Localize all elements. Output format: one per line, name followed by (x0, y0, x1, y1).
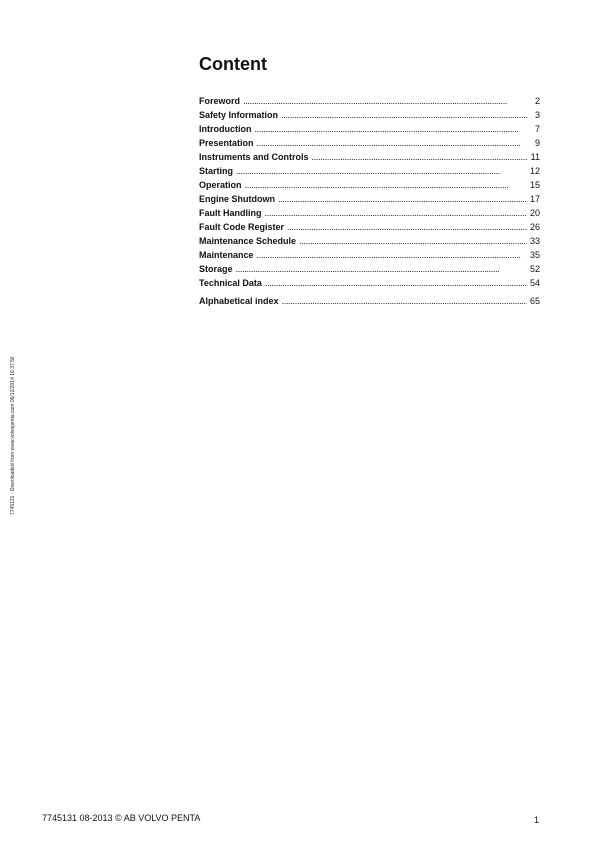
toc-dot-leader (236, 262, 527, 276)
toc-entry-page: 35 (529, 250, 540, 260)
toc-entry-label: Starting (199, 166, 234, 176)
toc-dot-leader (245, 178, 527, 192)
toc-entry-page: 12 (529, 166, 540, 176)
toc-entry-fault-code-register[interactable] (199, 220, 540, 234)
toc-dot-leader (255, 122, 528, 136)
page-title: Content (199, 54, 267, 74)
toc-entry-label: Fault Code Register (199, 222, 285, 232)
toc-entry-alphabetical-index[interactable] (199, 294, 540, 308)
toc-entry-page: 9 (534, 138, 540, 148)
toc-entry-page: 33 (530, 236, 541, 246)
toc-entry-label: Alphabetical index (199, 296, 279, 306)
toc-entry-label: Maintenance (199, 250, 254, 260)
toc-entry-page: 17 (530, 194, 541, 204)
toc-entry-label: Technical Data (199, 278, 262, 288)
toc-entry-label: Instruments and Controls (199, 152, 309, 162)
toc-entry-label: Storage (199, 264, 233, 274)
toc-entry-safety-information[interactable] (199, 108, 540, 122)
toc-entry-label: Operation (199, 180, 242, 190)
toc-entry-label: Engine Shutdown (199, 194, 275, 204)
toc-entry-foreword[interactable] (199, 94, 540, 108)
toc-entry-page: 52 (529, 264, 540, 274)
toc-entry-label: Introduction (199, 124, 252, 134)
toc-entry-page: 20 (530, 208, 541, 218)
toc-entry-label: Presentation (199, 138, 254, 148)
toc-entry-maintenance-schedule[interactable] (199, 234, 540, 248)
toc-dot-leader (257, 136, 527, 150)
toc-entry-presentation[interactable] (199, 136, 540, 150)
toc-entry-page: 54 (530, 278, 541, 288)
toc-dot-leader (265, 276, 527, 290)
toc-dot-leader (312, 150, 527, 164)
toc-entry-label: Safety Information (199, 110, 279, 120)
toc-entry-page: 15 (529, 180, 540, 190)
toc-dot-leader (236, 164, 527, 178)
toc-dot-leader (265, 206, 528, 220)
toc-entry-maintenance[interactable] (199, 248, 540, 262)
toc-entry-label: Fault Handling (199, 208, 262, 218)
toc-entry-page: 7 (534, 124, 540, 134)
toc-dot-leader (287, 220, 527, 234)
toc-entry-instruments-and-controls[interactable] (199, 150, 540, 164)
download-watermark: 7745131 - Downloaded from www.volvopenta.com 06/12/2014 16:37:56 (10, 356, 16, 515)
toc-entry-label: Foreword (199, 96, 241, 106)
toc-entry-introduction[interactable] (199, 122, 540, 136)
footer-page-number: 1 (533, 815, 539, 825)
toc-entry-engine-shutdown[interactable] (199, 192, 540, 206)
toc-entry-label: Maintenance Schedule (199, 236, 297, 246)
table-of-contents (199, 94, 540, 308)
toc-entry-page: 65 (530, 296, 541, 306)
toc-entry-page: 2 (534, 96, 540, 106)
toc-entry-starting[interactable] (199, 164, 540, 178)
toc-entry-operation[interactable] (199, 178, 540, 192)
toc-entry-technical-data[interactable] (199, 276, 540, 290)
toc-dot-leader (257, 248, 527, 262)
toc-dot-leader (278, 192, 527, 206)
toc-entry-fault-handling[interactable] (199, 206, 540, 220)
toc-entry-storage[interactable] (199, 262, 540, 276)
toc-dot-leader (282, 294, 527, 308)
toc-entry-page: 3 (534, 110, 540, 120)
toc-entry-page: 11 (530, 152, 540, 162)
toc-dot-leader (299, 234, 527, 248)
toc-dot-leader (281, 108, 527, 122)
toc-entry-page: 26 (530, 222, 541, 232)
footer-document-id: 7745131 08-2013 © AB VOLVO PENTA (42, 813, 201, 823)
toc-dot-leader (243, 94, 527, 108)
